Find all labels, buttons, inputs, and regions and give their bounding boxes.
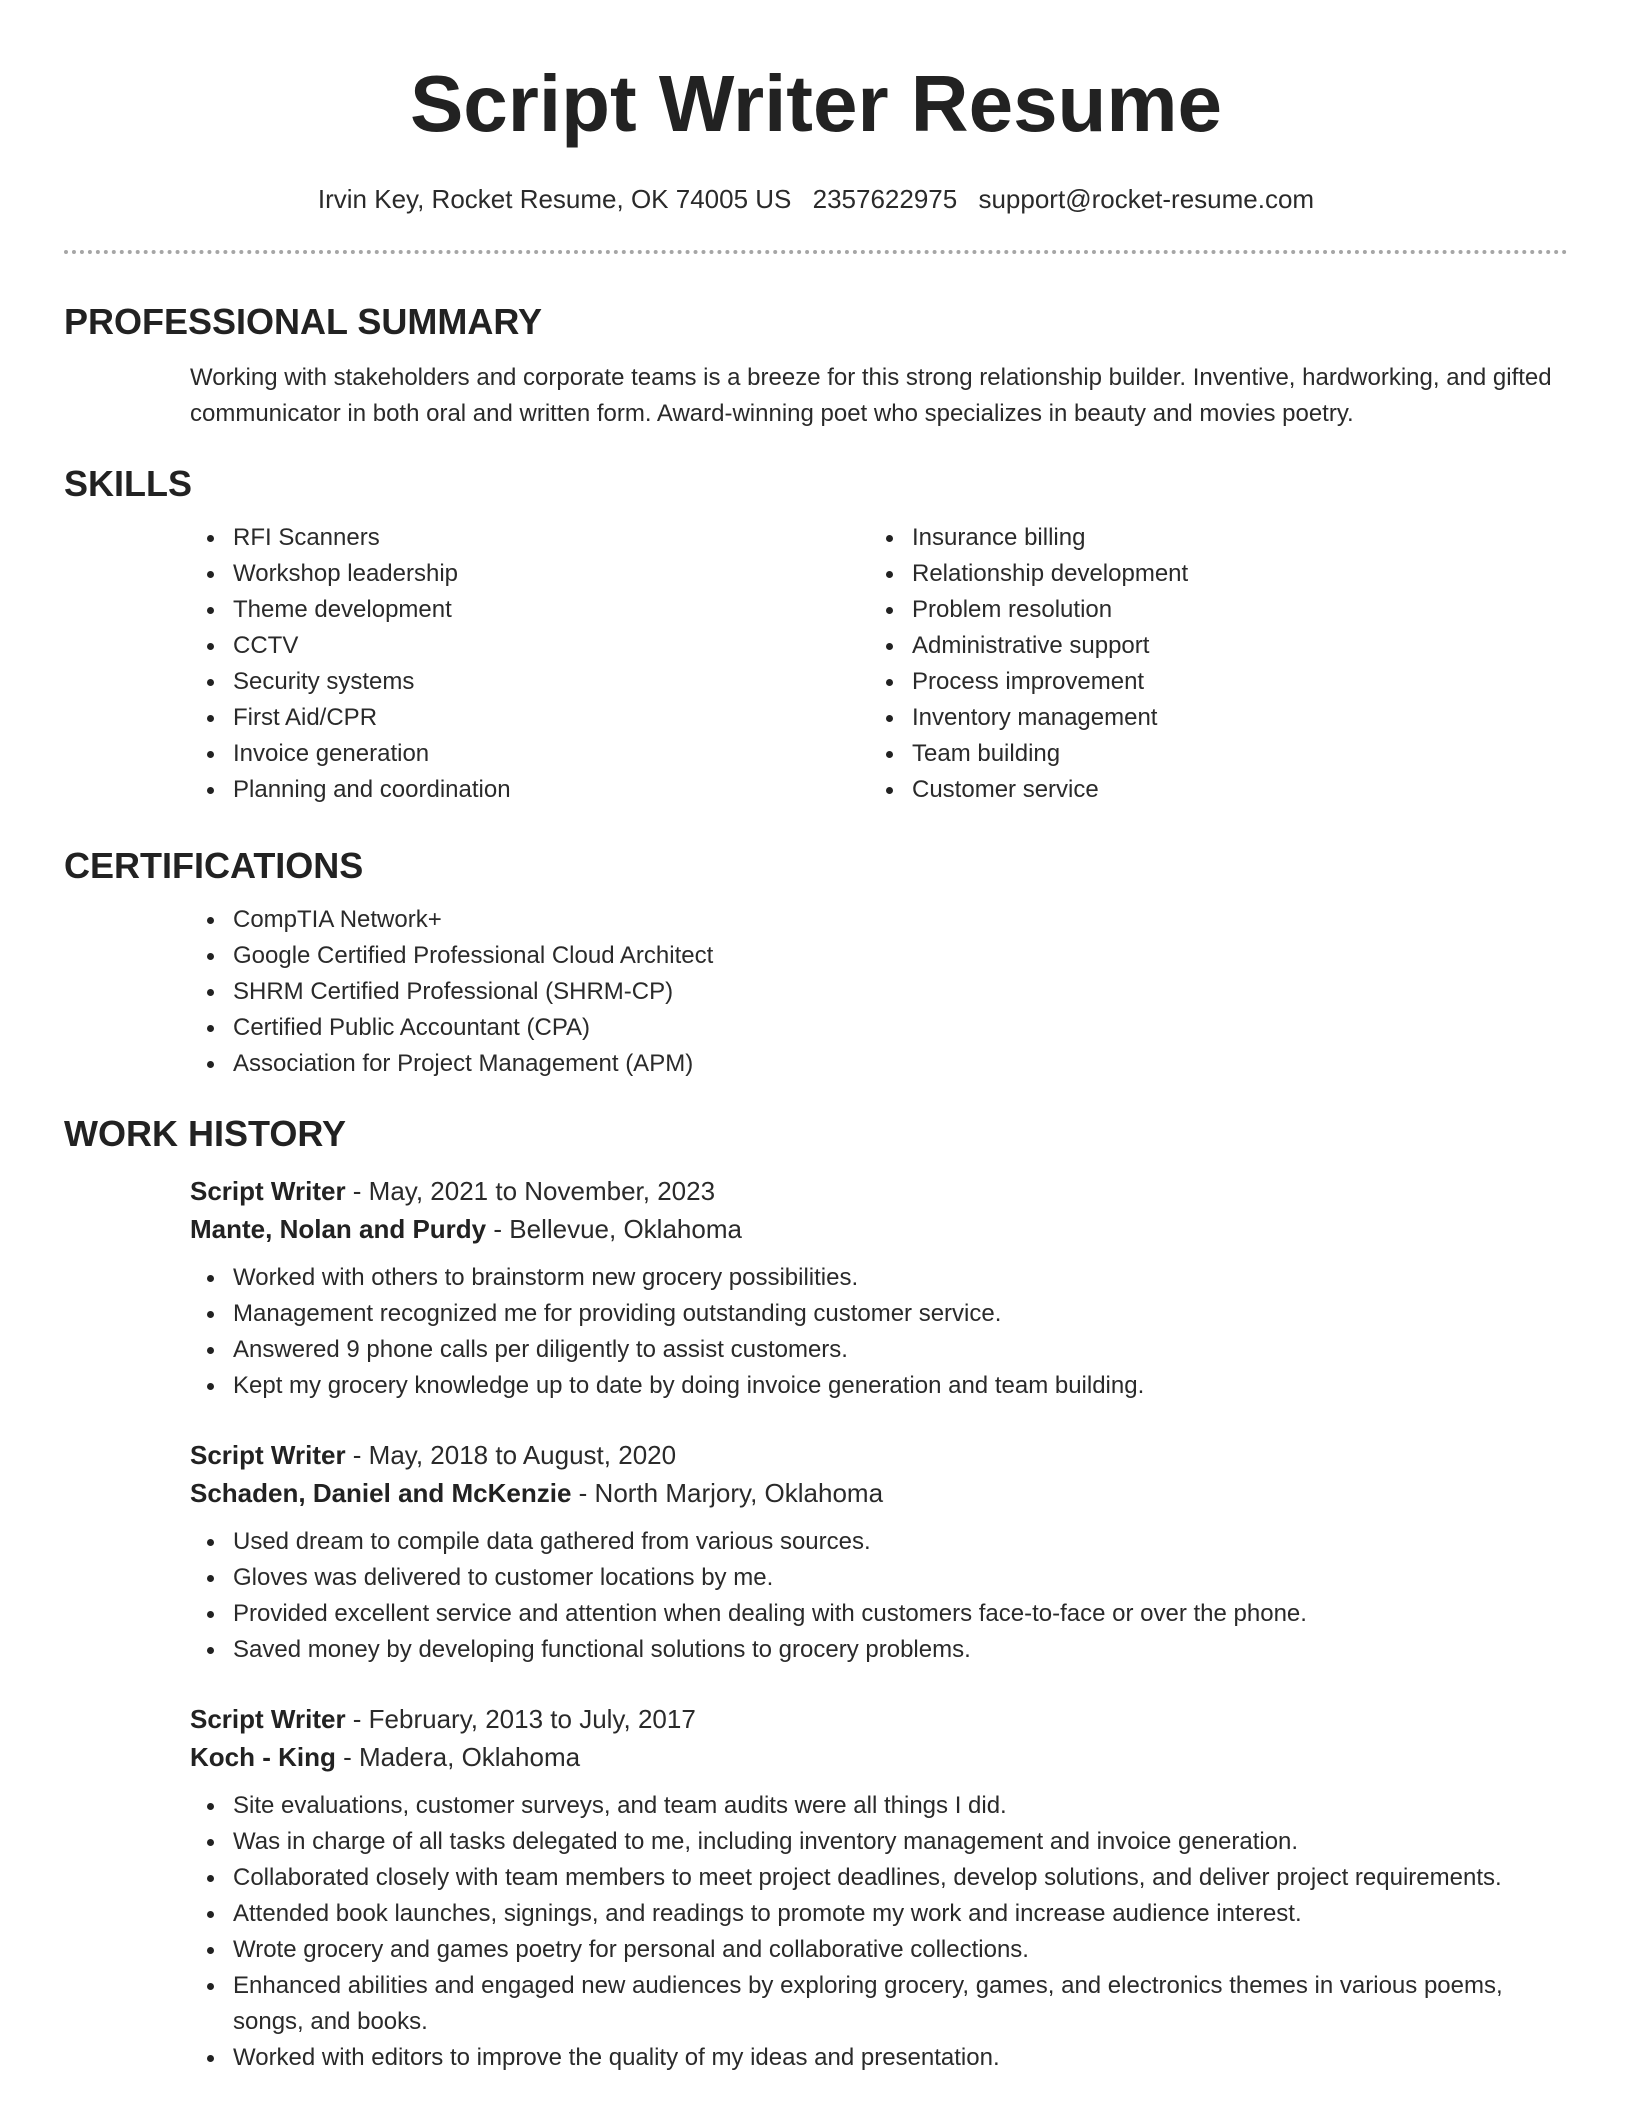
skill-item: RFI Scanners: [233, 520, 744, 556]
job-bullet: Enhanced abilities and engaged new audiences by exploring grocery, games, and electronics themes in various poems, songs, and books.: [233, 1968, 1568, 2040]
job-entry: [190, 1172, 1568, 1404]
job-bullet: Wrote grocery and games poetry for personal and collaborative collections.: [233, 1932, 1568, 1968]
job-bullet: Saved money by developing functional solutions to grocery problems.: [233, 1632, 1568, 1668]
job-bullet: Gloves was delivered to customer locations by me.: [233, 1560, 1568, 1596]
skill-item: Workshop leadership: [233, 556, 744, 592]
job-bullet: Worked with others to brainstorm new grocery possibilities.: [233, 1260, 1568, 1296]
job-bullet: Used dream to compile data gathered from various sources.: [233, 1524, 1568, 1560]
job-company-line: [190, 1738, 1568, 1776]
job-role: Script Writer: [190, 1704, 346, 1734]
job-bullets: [190, 1260, 1568, 1404]
skill-item: Inventory management: [912, 700, 1444, 736]
skill-item: Insurance billing: [912, 520, 1444, 556]
certifications-list: [64, 902, 1568, 1082]
certification-item: Certified Public Accountant (CPA): [233, 1010, 1568, 1046]
header-divider: [64, 250, 1568, 254]
job-bullet: Kept my grocery knowledge up to date by doing invoice generation and team building.: [233, 1368, 1568, 1404]
summary-heading: PROFESSIONAL SUMMARY: [64, 301, 543, 342]
job-company-line: [190, 1474, 1568, 1512]
skill-item: Planning and coordination: [233, 772, 744, 808]
skills-grid: [64, 520, 1568, 808]
skill-item: Administrative support: [912, 628, 1444, 664]
skills-heading: SKILLS: [64, 463, 193, 504]
skill-item: Relationship development: [912, 556, 1444, 592]
skills-column-left: [64, 520, 744, 808]
contact-email: support@rocket-resume.com: [978, 184, 1315, 214]
job-entry: [190, 1700, 1568, 2076]
certification-item: CompTIA Network+: [233, 902, 1568, 938]
skill-item: Theme development: [233, 592, 744, 628]
job-entry: [190, 1436, 1568, 1668]
job-company-line: [190, 1210, 1568, 1248]
job-title-line: [190, 1436, 1568, 1474]
job-title-line: [190, 1700, 1568, 1738]
skill-item: Invoice generation: [233, 736, 744, 772]
contact-address: Irvin Key, Rocket Resume, OK 74005 US: [317, 184, 792, 214]
job-bullet: Site evaluations, customer surveys, and team audits were all things I did.: [233, 1788, 1568, 1824]
skill-item: Problem resolution: [912, 592, 1444, 628]
job-bullet: Worked with editors to improve the quality of my ideas and presentation.: [233, 2040, 1568, 2076]
job-bullets: [190, 1788, 1568, 2076]
skill-item: Customer service: [912, 772, 1444, 808]
skill-item: CCTV: [233, 628, 744, 664]
job-bullet: Attended book launches, signings, and readings to promote my work and increase audience interest.: [233, 1896, 1568, 1932]
job-location: - Bellevue, Oklahoma: [486, 1214, 742, 1244]
skill-item: Security systems: [233, 664, 744, 700]
job-title-line: [190, 1172, 1568, 1210]
contact-phone: 2357622975: [812, 184, 958, 214]
contact-line: [64, 182, 1568, 216]
job-bullet: Was in charge of all tasks delegated to me, including inventory management and invoice generation.: [233, 1824, 1568, 1860]
page-title: Script Writer Resume: [409, 59, 1223, 148]
job-location: - North Marjory, Oklahoma: [571, 1478, 884, 1508]
summary-text: Working with stakeholders and corporate teams is a breeze for this strong relationship builder. Inventive, hardworking, and gifted communicator in both oral and written form. Award-winning poet who specializes in beauty and movies poetry.: [190, 364, 1552, 427]
work-history-heading: WORK HISTORY: [64, 1113, 347, 1154]
certification-item: SHRM Certified Professional (SHRM-CP): [233, 974, 1568, 1010]
job-bullet: Collaborated closely with team members to meet project deadlines, develop solutions, and deliver project requirements.: [233, 1860, 1568, 1896]
skill-item: Team building: [912, 736, 1444, 772]
job-dates: - May, 2018 to August, 2020: [345, 1440, 677, 1470]
skill-item: First Aid/CPR: [233, 700, 744, 736]
job-company: Koch - King: [190, 1742, 336, 1772]
job-dates: - May, 2021 to November, 2023: [345, 1176, 716, 1206]
skills-column-right: [744, 520, 1444, 808]
job-role: Script Writer: [190, 1440, 346, 1470]
job-company: Mante, Nolan and Purdy: [190, 1214, 487, 1244]
job-bullet: Provided excellent service and attention when dealing with customers face-to-face or over the phone.: [233, 1596, 1568, 1632]
job-role: Script Writer: [190, 1176, 346, 1206]
job-location: - Madera, Oklahoma: [335, 1742, 581, 1772]
certification-item: Google Certified Professional Cloud Architect: [233, 938, 1568, 974]
certifications-heading: CERTIFICATIONS: [64, 845, 364, 886]
job-dates: - February, 2013 to July, 2017: [345, 1704, 696, 1734]
job-bullet: Answered 9 phone calls per diligently to assist customers.: [233, 1332, 1568, 1368]
certification-item: Association for Project Management (APM): [233, 1046, 1568, 1082]
job-company: Schaden, Daniel and McKenzie: [190, 1478, 572, 1508]
skill-item: Process improvement: [912, 664, 1444, 700]
job-bullet: Management recognized me for providing outstanding customer service.: [233, 1296, 1568, 1332]
job-bullets: [190, 1524, 1568, 1668]
